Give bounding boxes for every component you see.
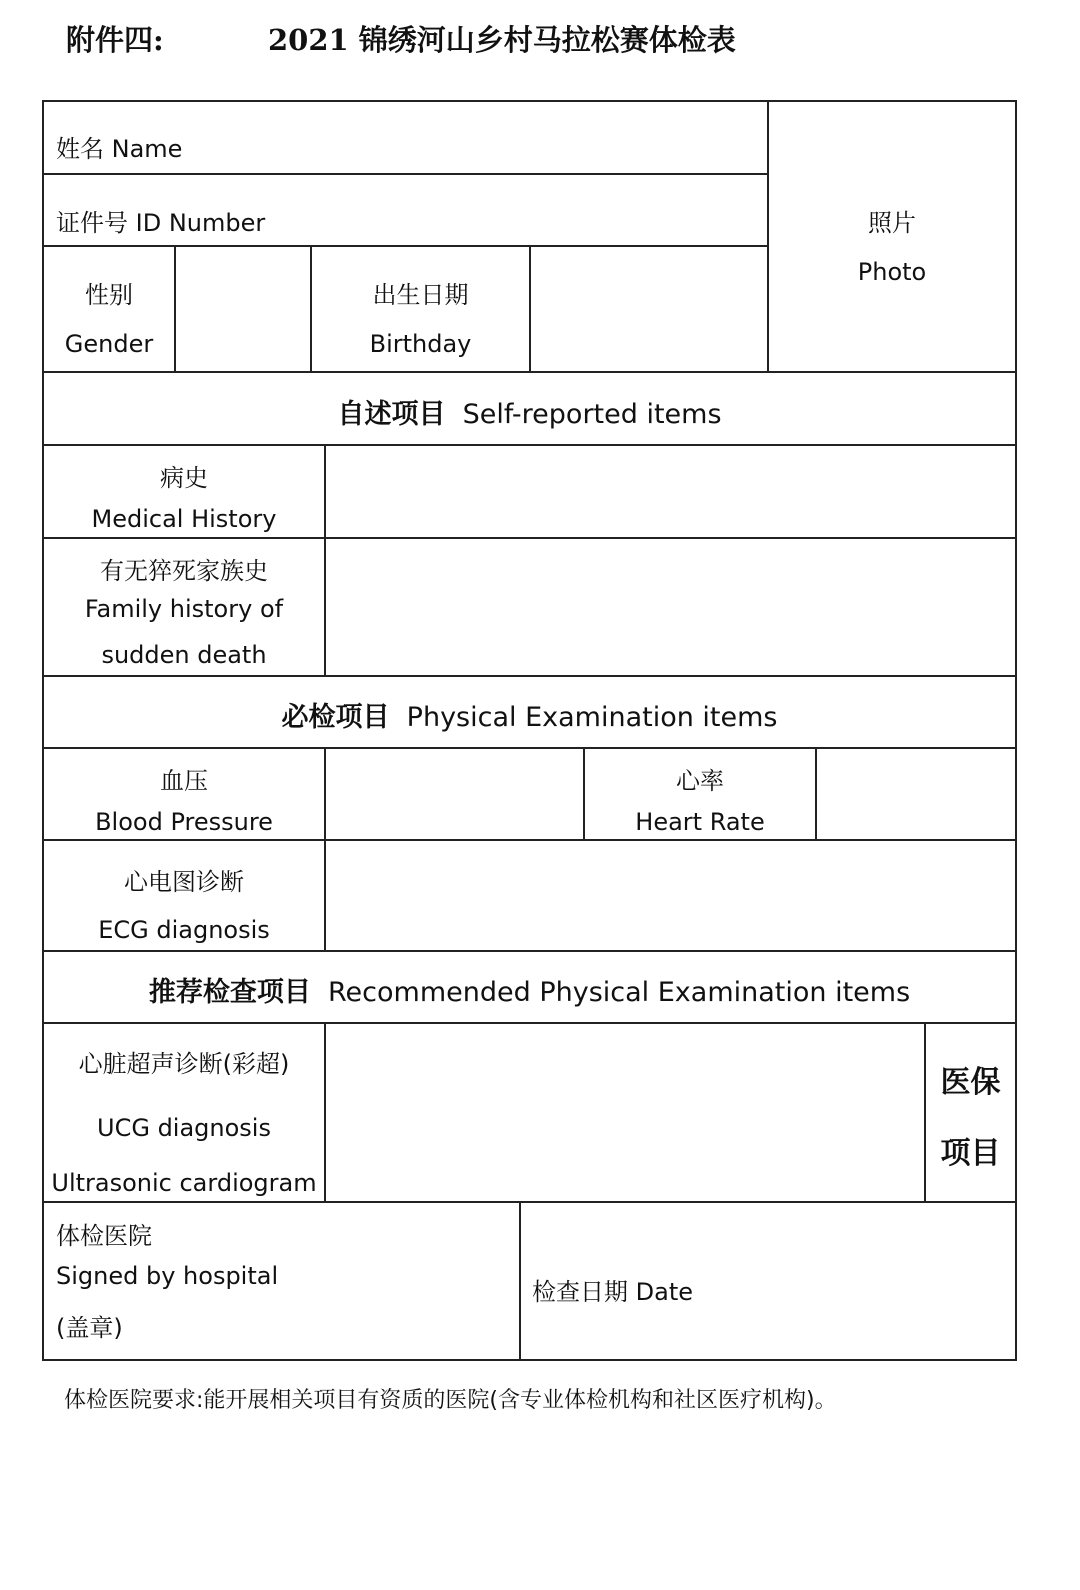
- footer-note: 体检医院要求:能开展相关项目有资质的医院(含专业体检机构和社区医疗机构)。: [64, 1388, 837, 1413]
- blood-pressure-label-en: Blood Pressure: [95, 808, 273, 836]
- section-physical: 必检项目 Physical Examination items: [281, 702, 778, 733]
- gender-label-cn: 性别: [85, 281, 133, 309]
- family-history-label-en-2: sudden death: [101, 641, 267, 669]
- insurance-label-2: 项目: [940, 1136, 1001, 1171]
- stamp-label: (盖章): [56, 1314, 123, 1342]
- section-self-reported: 自述项目 Self-reported items: [337, 399, 722, 430]
- heart-rate-label-cn: 心率: [676, 767, 724, 795]
- medical-history-label-en: Medical History: [91, 505, 277, 533]
- ucg-label-en: UCG diagnosis: [97, 1114, 271, 1142]
- family-history-label-en-1: Family history of: [84, 595, 284, 623]
- form-title: 2021 锦绣河山乡村马拉松赛体检表: [268, 23, 736, 57]
- ucg-label-en-2: Ultrasonic cardiogram: [51, 1169, 317, 1197]
- heart-rate-label-en: Heart Rate: [635, 808, 765, 836]
- ecg-label-cn: 心电图诊断: [124, 868, 244, 896]
- attachment-label: 附件四:: [66, 23, 164, 57]
- id-number-field-label: 证件号 ID Number: [56, 209, 266, 237]
- name-field-label: 姓名 Name: [56, 135, 183, 163]
- blood-pressure-label-cn: 血压: [160, 767, 208, 795]
- family-history-label-cn: 有无猝死家族史: [100, 557, 268, 585]
- gender-label-en: Gender: [64, 330, 154, 358]
- hospital-label-en: Signed by hospital: [56, 1262, 279, 1290]
- ucg-label-cn: 心脏超声诊断(彩超): [78, 1050, 290, 1078]
- exam-date-label: 检查日期 Date: [532, 1278, 693, 1306]
- insurance-label-1: 医保: [940, 1065, 1001, 1100]
- medical-history-label-cn: 病史: [160, 464, 208, 492]
- hospital-label-cn: 体检医院: [56, 1222, 152, 1250]
- birthday-label-cn: 出生日期: [372, 281, 469, 309]
- birthday-label-en: Birthday: [369, 330, 472, 358]
- photo-label-cn: 照片: [868, 209, 916, 237]
- photo-label-en: Photo: [857, 258, 927, 286]
- ecg-label-en: ECG diagnosis: [98, 916, 270, 944]
- section-recommended: 推荐检查项目 Recommended Physical Examination items: [148, 977, 911, 1008]
